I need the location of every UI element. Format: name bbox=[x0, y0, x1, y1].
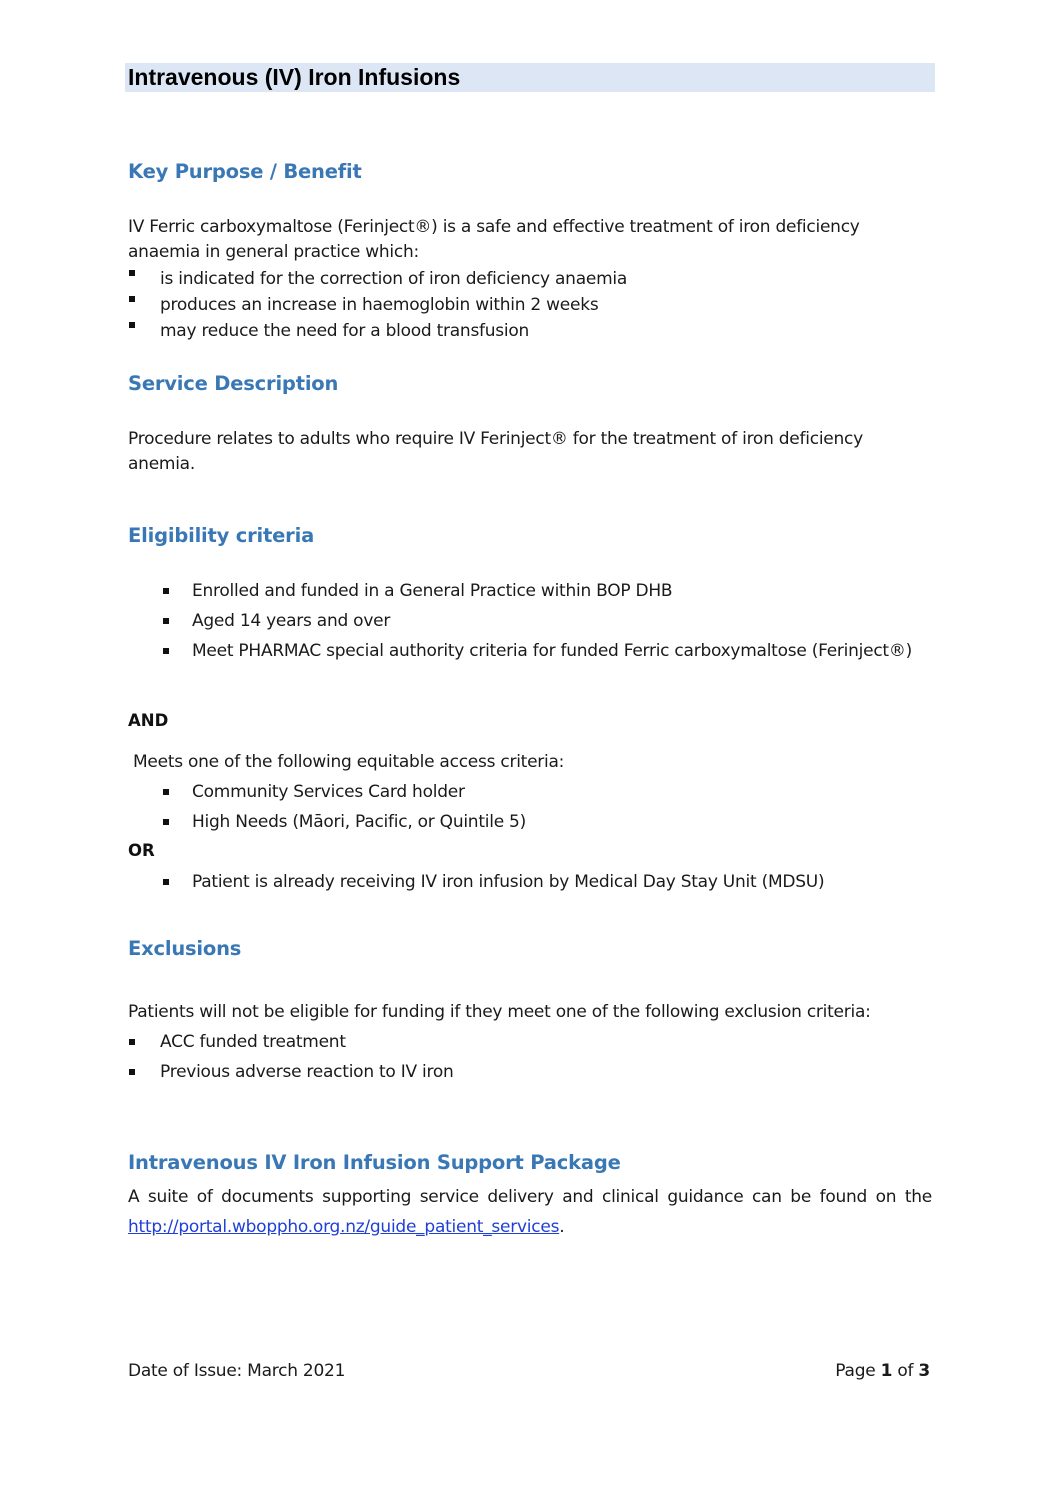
exclusions-intro: Patients will not be eligible for funding if they meet one of the following exclusion criteria: bbox=[128, 1002, 871, 1022]
key-purpose-bullet: is indicated for the correction of iron deficiency anaemia bbox=[160, 269, 628, 289]
access-intro: Meets one of the following equitable access criteria: bbox=[133, 752, 565, 772]
support-package-link[interactable]: http://portal.wboppho.org.nz/guide_patient_services bbox=[128, 1217, 560, 1237]
bullet-marker bbox=[163, 648, 169, 654]
bullet-marker bbox=[129, 270, 135, 276]
or-bullet: Patient is already receiving IV iron infusion by Medical Day Stay Unit (MDSU) bbox=[192, 872, 825, 892]
or-label: OR bbox=[128, 841, 155, 860]
bullet-marker bbox=[129, 296, 135, 302]
title-bar bbox=[125, 63, 935, 92]
access-bullet: High Needs (Māori, Pacific, or Quintile 5) bbox=[192, 812, 527, 832]
footer-date: Date of Issue: March 2021 bbox=[128, 1361, 346, 1381]
key-purpose-intro: IV Ferric carboxymaltose (Ferinject®) is a safe and effective treatment of iron deficiency anaemia in general practice which: bbox=[128, 217, 860, 262]
eligibility-bullet: Meet PHARMAC special authority criteria for funded Ferric carboxymaltose (Ferinject®) bbox=[192, 641, 912, 661]
support-package-trailing: . bbox=[559, 1217, 565, 1237]
heading-support-package: Intravenous IV Iron Infusion Support Package bbox=[128, 1151, 621, 1174]
bullet-marker bbox=[129, 1069, 135, 1075]
bullet-marker bbox=[163, 789, 169, 795]
bullet-marker bbox=[163, 618, 169, 624]
support-package-link-line bbox=[128, 1215, 932, 1240]
eligibility-bullet: Aged 14 years and over bbox=[192, 611, 391, 631]
page-current: 1 bbox=[880, 1361, 893, 1381]
access-bullet: Community Services Card holder bbox=[192, 782, 465, 802]
heading-eligibility: Eligibility criteria bbox=[128, 524, 315, 547]
exclusions-bullet: Previous adverse reaction to IV iron bbox=[160, 1062, 454, 1082]
and-label: AND bbox=[128, 711, 169, 730]
key-purpose-bullet: may reduce the need for a blood transfusion bbox=[160, 321, 530, 341]
bullet-marker bbox=[129, 1039, 135, 1045]
service-description-text: Procedure relates to adults who require IV Ferinject® for the treatment of iron deficiency anemia. bbox=[128, 429, 863, 474]
heading-exclusions: Exclusions bbox=[128, 937, 242, 960]
key-purpose-bullet: produces an increase in haemoglobin within 2 weeks bbox=[160, 295, 599, 315]
page-of: of bbox=[892, 1361, 919, 1381]
bullet-marker bbox=[163, 879, 169, 885]
bullet-marker bbox=[163, 588, 169, 594]
document-title: Intravenous (IV) Iron Infusions bbox=[128, 64, 461, 90]
exclusions-bullet: ACC funded treatment bbox=[160, 1032, 346, 1052]
bullet-marker bbox=[129, 322, 135, 328]
page-prefix: Page bbox=[835, 1361, 881, 1381]
heading-key-purpose: Key Purpose / Benefit bbox=[128, 160, 362, 183]
page-total: 3 bbox=[918, 1361, 930, 1381]
heading-service-description: Service Description bbox=[128, 372, 339, 395]
support-package-text: A suite of documents supporting service delivery and clinical guidance can be found on the bbox=[128, 1187, 932, 1207]
footer-page-number bbox=[835, 1359, 930, 1384]
eligibility-bullet: Enrolled and funded in a General Practice within BOP DHB bbox=[192, 581, 673, 601]
bullet-marker bbox=[163, 819, 169, 825]
